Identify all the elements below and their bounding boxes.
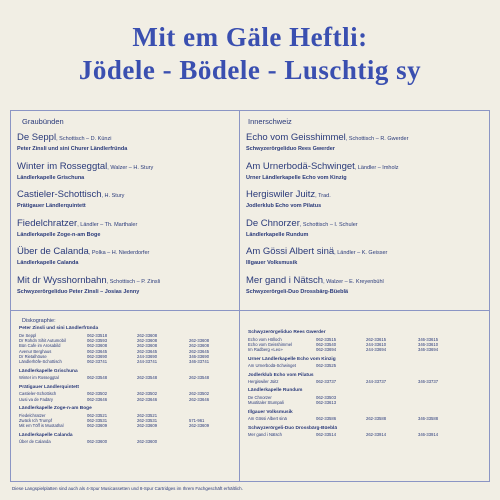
song-artist: Ländlerkapelle Zoge-n-am Boge (17, 231, 101, 238)
title-line-1: Mit em Gäle Heftli: (132, 22, 368, 52)
group-name: Schwyzerörgeli-Duo Drossbärg-Büeblä (248, 425, 338, 431)
record-title: Bün Cafe im Arosabild (19, 343, 61, 349)
record-title: Castieler-Schottisch (19, 391, 57, 397)
song-artist: Prätigauer Ländlerquintett (17, 203, 86, 209)
song-artist: Ländlerkapelle Rundum (246, 231, 309, 238)
discography-group (19, 326, 244, 365)
group-name: Ländlerkapelle Calanda (19, 432, 73, 438)
record-title: Fiedelchratzer (19, 412, 46, 418)
song-title: De Chnorzer (246, 217, 300, 229)
lp-number: 062-33741 (87, 359, 108, 365)
song-entry (17, 132, 237, 161)
song-artist: Jodlerklub Echo vom Pilatus (246, 203, 322, 209)
lp-number: 062-33531 (87, 417, 108, 423)
discography-group (19, 369, 244, 381)
lp-number: 062-33600 (87, 439, 108, 445)
lp-number: 062-33694 (316, 347, 337, 353)
record-row (19, 439, 244, 444)
left-discography (19, 326, 244, 449)
mc-number: 244-33737 (366, 379, 387, 385)
cartridge-number: 262-33645 (189, 348, 210, 354)
mc-number: 262-33609 (137, 423, 158, 429)
cartridge-number: 262-33646 (189, 396, 210, 402)
discography-heading: Diskographie: (22, 318, 56, 324)
record-title: Winter im Rosseggtal (19, 375, 59, 381)
cartridge-number: 346-33615 (418, 336, 439, 342)
song-author: , Ländler – K. Geisser (334, 250, 388, 256)
record-title: Dr Rohdn Sihit Autumobil (19, 337, 66, 343)
song-artist: Schwyzerörgeli-Duo Drossbärg-Büeblä (246, 288, 349, 295)
left-column-heading: Graubünden (22, 117, 64, 126)
mc-number: 244-33694 (366, 347, 387, 353)
cartridge-number: 346-33610 (418, 341, 439, 347)
record-row (19, 375, 244, 380)
song-title: Winter im Rosseggtal (17, 160, 108, 172)
cartridge-number: 346-33737 (418, 379, 439, 385)
record-title: De Chnorzer (248, 394, 272, 400)
discography-group (248, 357, 473, 369)
record-title: Echo vom Geisshimmel (248, 341, 292, 347)
song-entry (246, 275, 466, 304)
song-entry (246, 189, 466, 218)
lp-number: 062-33548 (87, 375, 108, 381)
lp-number: 062-33613 (316, 400, 337, 406)
lp-number: 062-33690 (87, 354, 108, 360)
mc-number: 262-33600 (137, 439, 158, 445)
lp-number: 062-33515 (316, 336, 337, 342)
lp-number: 062-33645 (87, 348, 108, 354)
discography-group (19, 433, 244, 445)
song-author: , Trad. (315, 193, 331, 199)
song-entry (246, 161, 466, 190)
song-entry (17, 218, 237, 247)
cartridge-number: 262-33608 (189, 337, 210, 343)
song-entry (246, 132, 466, 161)
discography-group (248, 330, 473, 353)
record-title: Dr Rietalhöuse (19, 354, 47, 360)
record-title: Uusi va de Fadäry (19, 396, 53, 402)
record-row (248, 347, 473, 352)
song-artist: Schwyzerörgeliduo Rees Gwerder (246, 146, 335, 152)
discography-group (248, 388, 473, 405)
group-name: Prätigauer Ländlerquintett (19, 384, 79, 390)
song-author: , Walzer – E. Kreyenbühl (323, 278, 384, 285)
mc-number: 244-33610 (366, 341, 387, 347)
record-row (19, 397, 244, 402)
mc-number: 262-33521 (137, 412, 158, 418)
song-author: , Schottisch – R. Gwerder (345, 136, 409, 142)
song-artist: Peter Zinsli und sini Churer Ländlerfründa (17, 146, 128, 152)
mc-number: 262-33914 (366, 432, 387, 438)
discography-group (248, 373, 473, 385)
mc-number: 262-33588 (366, 416, 387, 422)
cartridge-number: 262-33548 (189, 375, 210, 381)
discography-group (19, 406, 244, 429)
record-title: Am Urnerbodä-Schwinget (248, 363, 296, 369)
lp-number: 062-33518 (87, 332, 108, 338)
record-row (19, 359, 244, 364)
song-title: Über de Calanda (17, 246, 89, 257)
song-title: Am Gössi Albert sinä (246, 246, 335, 257)
mc-number: 244-33690 (137, 354, 158, 360)
mc-number: 262-33646 (137, 396, 158, 402)
record-title: Im Radberg «Leo» (248, 347, 283, 353)
record-title: Muotitaler Stumpali (248, 400, 284, 406)
discography-divider (10, 310, 490, 311)
discography-group (248, 426, 473, 438)
record-title: Mit em Töff is Muotathal (19, 423, 64, 429)
song-title: Fiedelchratzer (17, 217, 78, 229)
group-name: Urner Ländlerkapelle Echo vom Kinzig (248, 356, 336, 362)
record-row (248, 432, 473, 437)
song-entry (246, 218, 466, 247)
title-line-2: Jödele - Bödele - Luschtig sy (78, 55, 422, 85)
lp-number: 062-33540 (316, 341, 337, 347)
lp-number: 062-33608 (87, 343, 108, 349)
lp-number: 062-33586 (316, 416, 337, 422)
record-row (19, 423, 244, 428)
right-discography (248, 330, 473, 442)
song-author: , Ländler – Th. Marthaler (77, 221, 138, 228)
song-entry (246, 246, 466, 275)
cartridge-number: 346-33588 (418, 416, 439, 422)
record-row (248, 400, 473, 405)
footer-note: Diese Langspielplatten sind auch als 4-Spur Musicassetten und 8-Spur Cartridges im Ihrem Fachgeschäft erhältlich. (12, 486, 243, 491)
right-column-heading: Innerschweiz (248, 117, 292, 126)
song-artist: Schwyzerörgeliduo Peter Zinsli – Josias Jenny (17, 288, 140, 295)
cartridge-number: 262-33502 (189, 391, 210, 397)
mc-number: 262-33608 (137, 343, 158, 349)
song-artist: Urner Ländlerkapelle Echo vom Kinzig (246, 174, 347, 181)
record-row (248, 363, 473, 368)
lp-number: 062-33609 (87, 423, 108, 429)
record-title: Über de Calanda (19, 439, 51, 445)
song-entry (17, 275, 237, 304)
group-name: Schwyzerörgeliduo Rees Gwerder (248, 330, 326, 335)
mc-number: 244-33741 (137, 359, 158, 365)
song-title: Castieler-Schottisch (17, 189, 102, 200)
song-author: , Walzer – H. Stury (107, 164, 154, 171)
mc-number: 262-33502 (137, 391, 158, 397)
song-entry (17, 189, 237, 218)
mc-number: 262-33645 (137, 348, 158, 354)
song-author: , Ländler – Imholz (354, 164, 399, 171)
group-name: Ländlerkapelle Grischuna (19, 368, 78, 374)
cartridge-number: 262-33609 (189, 423, 210, 429)
song-entry (17, 161, 237, 190)
song-title: De Seppl (17, 132, 57, 143)
song-entry (17, 246, 237, 275)
song-author: , Polka – H. Niederdorfer (88, 250, 150, 256)
record-row (248, 379, 473, 384)
lp-number: 062-33646 (87, 396, 108, 402)
discography-group (19, 385, 244, 402)
right-song-list (246, 132, 466, 303)
song-author: , Schottisch – I. Schuler (299, 221, 358, 228)
group-name: Peter Zinsli und sini Ländlerfründa (19, 326, 99, 331)
song-title: Am Urnerbodä-Schwinget (246, 160, 355, 172)
group-name: Illgauer Volksmusik (248, 409, 293, 415)
song-title: Mer gand i Nätsch (246, 274, 324, 286)
record-title: Avenur Berghaus (19, 348, 52, 354)
left-song-list (17, 132, 237, 303)
song-artist: Illgauer Volksmusik (246, 260, 298, 266)
lp-number: 062-33502 (87, 391, 108, 397)
group-name: Ländlerkapelle Zoge-n-am Boge (19, 406, 92, 412)
cartridge-number: 262-33608 (189, 343, 210, 349)
cartridge-number: 346-33914 (418, 432, 439, 438)
lp-number: 062-33593 (87, 337, 108, 343)
song-artist: Ländlerkapelle Calanda (17, 260, 79, 266)
song-author: , Schottisch – D. Künzi (56, 136, 112, 142)
song-author: , Schottisch – P. Zinsli (106, 278, 161, 285)
cartridge-number: 571-961 (189, 417, 205, 423)
lp-number: 062-33514 (316, 432, 337, 438)
cartridge-number: 346-33694 (418, 347, 439, 353)
lp-number: 062-33525 (316, 363, 337, 369)
record-title: Mer gand i Nätsch (248, 432, 282, 438)
mc-number: 262-33608 (137, 337, 158, 343)
song-artist: Ländlerkapelle Grischuna (17, 174, 85, 181)
mc-number: 262-33531 (137, 417, 158, 423)
song-title: Echo vom Geisshimmel (246, 132, 346, 143)
song-title: Mit dr Wysshornbahn (17, 274, 107, 286)
cartridge-number: 346-33741 (189, 359, 210, 365)
cartridge-number: 346-33690 (189, 354, 210, 360)
group-name: Ländlerkapelle Rundum (248, 388, 303, 394)
record-row (248, 416, 473, 421)
song-author: , H. Stury (101, 193, 125, 199)
song-title: Hergiswiler Juitz (246, 189, 316, 200)
discography-group (248, 410, 473, 422)
mc-number: 262-33608 (137, 332, 158, 338)
mc-number: 262-33548 (137, 375, 158, 381)
record-title: Am Gössi Albert sinä (248, 416, 287, 422)
lp-number: 062-33737 (316, 379, 337, 385)
lp-number: 062-33503 (316, 394, 337, 400)
record-title: Ländlerhöfe-Schottisch (19, 359, 62, 365)
lp-number: 062-33521 (87, 412, 108, 418)
record-title: Hergiswiler Jüitz (248, 379, 279, 385)
record-title: De Seppl (19, 332, 37, 338)
record-title: Echo vom Hölloch (248, 336, 282, 342)
mc-number: 262-33615 (366, 336, 387, 342)
group-name: Jodlerklub Echo vom Pilatus (248, 372, 314, 378)
record-title: Zwäck Ich Trumpf (19, 417, 53, 423)
